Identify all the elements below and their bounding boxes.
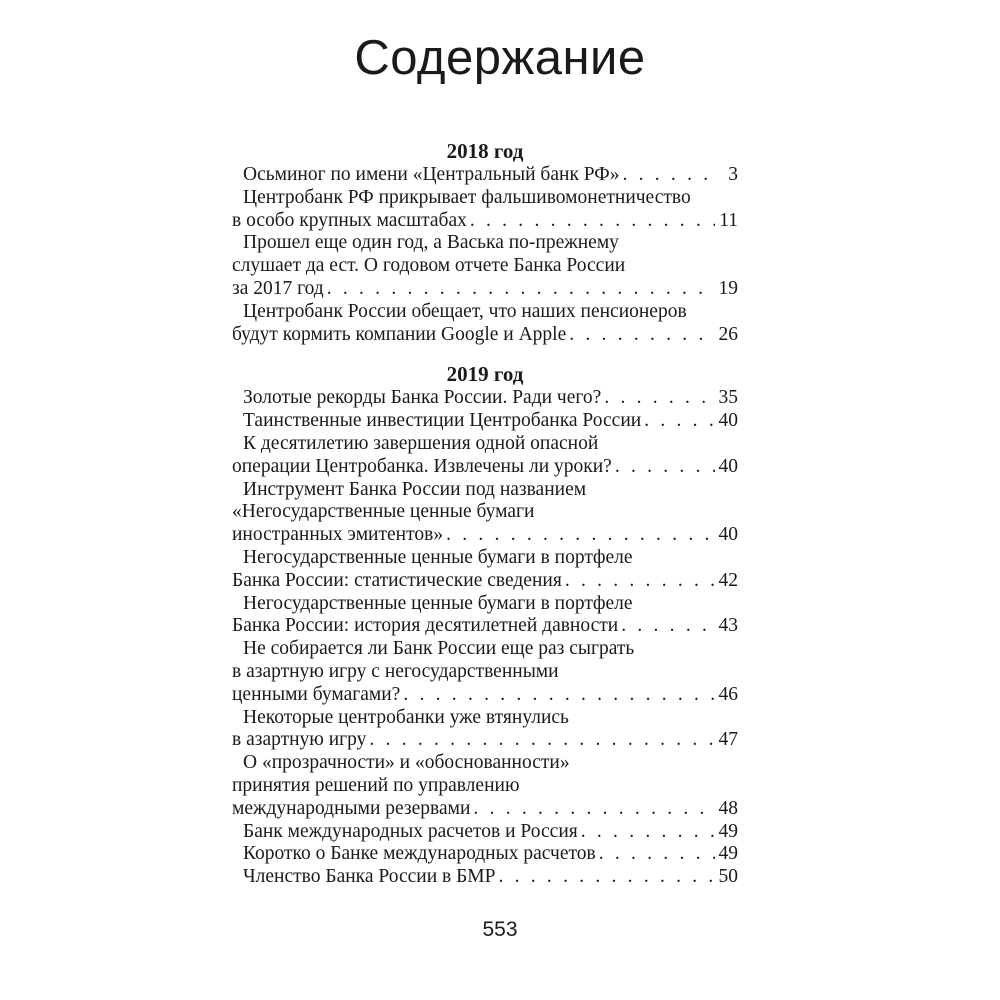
toc-page-number: 19 — [718, 277, 738, 299]
toc-entry-line: Некоторые центробанки уже втянулись — [243, 706, 569, 728]
page-title: Содержание — [354, 31, 646, 85]
toc-entry-line: Банк международных расчетов и Россия — [243, 820, 578, 842]
toc-entry-line: ценными бумагами? — [232, 683, 401, 705]
toc-entry[interactable] — [232, 410, 738, 433]
toc-page-number: 11 — [719, 209, 738, 231]
toc-entry-line: будут кормить компании Google и Apple — [232, 323, 567, 345]
toc-entry-line: Осьминог по имени «Центральный банк РФ» — [243, 164, 620, 185]
toc-entry-line: «Негосударственные ценные бумаги — [232, 501, 535, 523]
dot-leader — [569, 324, 714, 347]
toc-page-number: 47 — [718, 729, 738, 751]
toc-entry[interactable] — [232, 164, 738, 187]
dot-leader — [615, 456, 715, 479]
toc-entry-line: К десятилетию завершения одной опасной — [243, 432, 599, 454]
toc-entry-line: слушает да ест. О годовом отчете Банка России — [232, 255, 626, 277]
dot-leader — [621, 615, 714, 638]
toc-entry[interactable] — [232, 387, 738, 410]
table-of-contents — [232, 138, 738, 889]
toc-entry[interactable] — [232, 232, 738, 300]
toc-entry[interactable] — [232, 866, 738, 889]
toc-entry[interactable] — [232, 433, 738, 479]
toc-entry[interactable] — [232, 593, 738, 639]
toc-page-number: 49 — [718, 843, 738, 865]
toc-page-number: 42 — [718, 569, 738, 591]
toc-entry[interactable] — [232, 547, 738, 593]
dot-leader — [599, 843, 715, 866]
toc-entry[interactable] — [232, 843, 738, 866]
toc-entry-line: в азартную игру с негосударственными — [232, 660, 559, 682]
toc-entry-line: за 2017 год — [232, 277, 324, 299]
toc-entry-line: в особо крупных масштабах — [232, 209, 467, 231]
toc-entry-line: Золотые рекорды Банка России. Ради чего? — [243, 387, 602, 409]
toc-entry-line: Инструмент Банка России под названием — [243, 478, 587, 500]
section-heading-2019: 2019 год — [446, 362, 524, 387]
toc-entry-line: Коротко о Банке международных расчетов — [243, 843, 596, 865]
toc-page-number: 49 — [718, 820, 738, 842]
toc-entry-line: О «прозрачности» и «обоснованности» — [243, 752, 570, 774]
toc-entry[interactable] — [232, 821, 738, 844]
dot-leader — [327, 278, 715, 301]
toc-entry[interactable] — [232, 187, 738, 233]
dot-leader — [473, 798, 714, 821]
page-number: 553 — [482, 918, 518, 941]
toc-entry-line: Таинственные инвестиции Центробанка России — [243, 410, 642, 432]
toc-entry[interactable] — [232, 752, 738, 820]
toc-entry-line: иностранных эмитентов» — [232, 524, 444, 546]
toc-entry-line: в азартную игру — [232, 729, 367, 751]
toc-page-number: 26 — [718, 323, 738, 345]
toc-entry-line: операции Центробанка. Извлечены ли уроки? — [232, 455, 612, 477]
toc-page-number: 40 — [718, 455, 738, 477]
dot-leader — [565, 570, 715, 593]
toc-page-number: 48 — [718, 797, 738, 819]
toc-entry-line: Центробанк РФ прикрывает фальшивомонетничество — [243, 186, 691, 208]
toc-entry-line: Центробанк России обещает, что наших пенсионеров — [243, 300, 687, 322]
toc-entry-line: Прошел еще один год, а Васька по-прежнему — [243, 232, 619, 254]
toc-page-number: 40 — [718, 524, 738, 546]
toc-entry-line: Банка России: история десятилетней давности — [232, 615, 619, 637]
toc-entry[interactable] — [232, 638, 738, 706]
section-heading-2018: 2018 год — [446, 139, 524, 163]
dot-leader — [622, 164, 716, 187]
dot-leader — [446, 524, 714, 547]
toc-entry-line: Негосударственные ценные бумаги в портфеле — [243, 592, 633, 614]
toc-entry-line: Членство Банка России в БМР — [243, 866, 496, 888]
dot-leader — [644, 410, 714, 433]
toc-entry[interactable] — [232, 479, 738, 547]
toc-page-number: 40 — [718, 410, 738, 432]
toc-entry[interactable] — [232, 707, 738, 753]
dot-leader — [403, 684, 714, 707]
dot-leader — [604, 387, 714, 410]
dot-leader — [470, 210, 715, 233]
toc-page-number: 46 — [718, 683, 738, 705]
toc-entry[interactable] — [232, 301, 738, 347]
toc-entry-line: Негосударственные ценные бумаги в портфеле — [243, 546, 633, 568]
toc-page-number: 50 — [718, 866, 738, 888]
toc-page-number: 43 — [718, 615, 738, 637]
toc-page-number: 3 — [728, 164, 738, 185]
toc-entry-line: международными резервами — [232, 797, 471, 819]
dot-leader — [498, 866, 714, 889]
toc-entry-line: Банка России: статистические сведения — [232, 569, 562, 591]
dot-leader — [581, 821, 715, 844]
toc-page-number: 35 — [718, 387, 738, 409]
toc-entry-line: принятия решений по управлению — [232, 774, 520, 796]
dot-leader — [369, 729, 714, 752]
toc-entry-line: Не собирается ли Банк России еще раз сыграть — [243, 638, 635, 660]
